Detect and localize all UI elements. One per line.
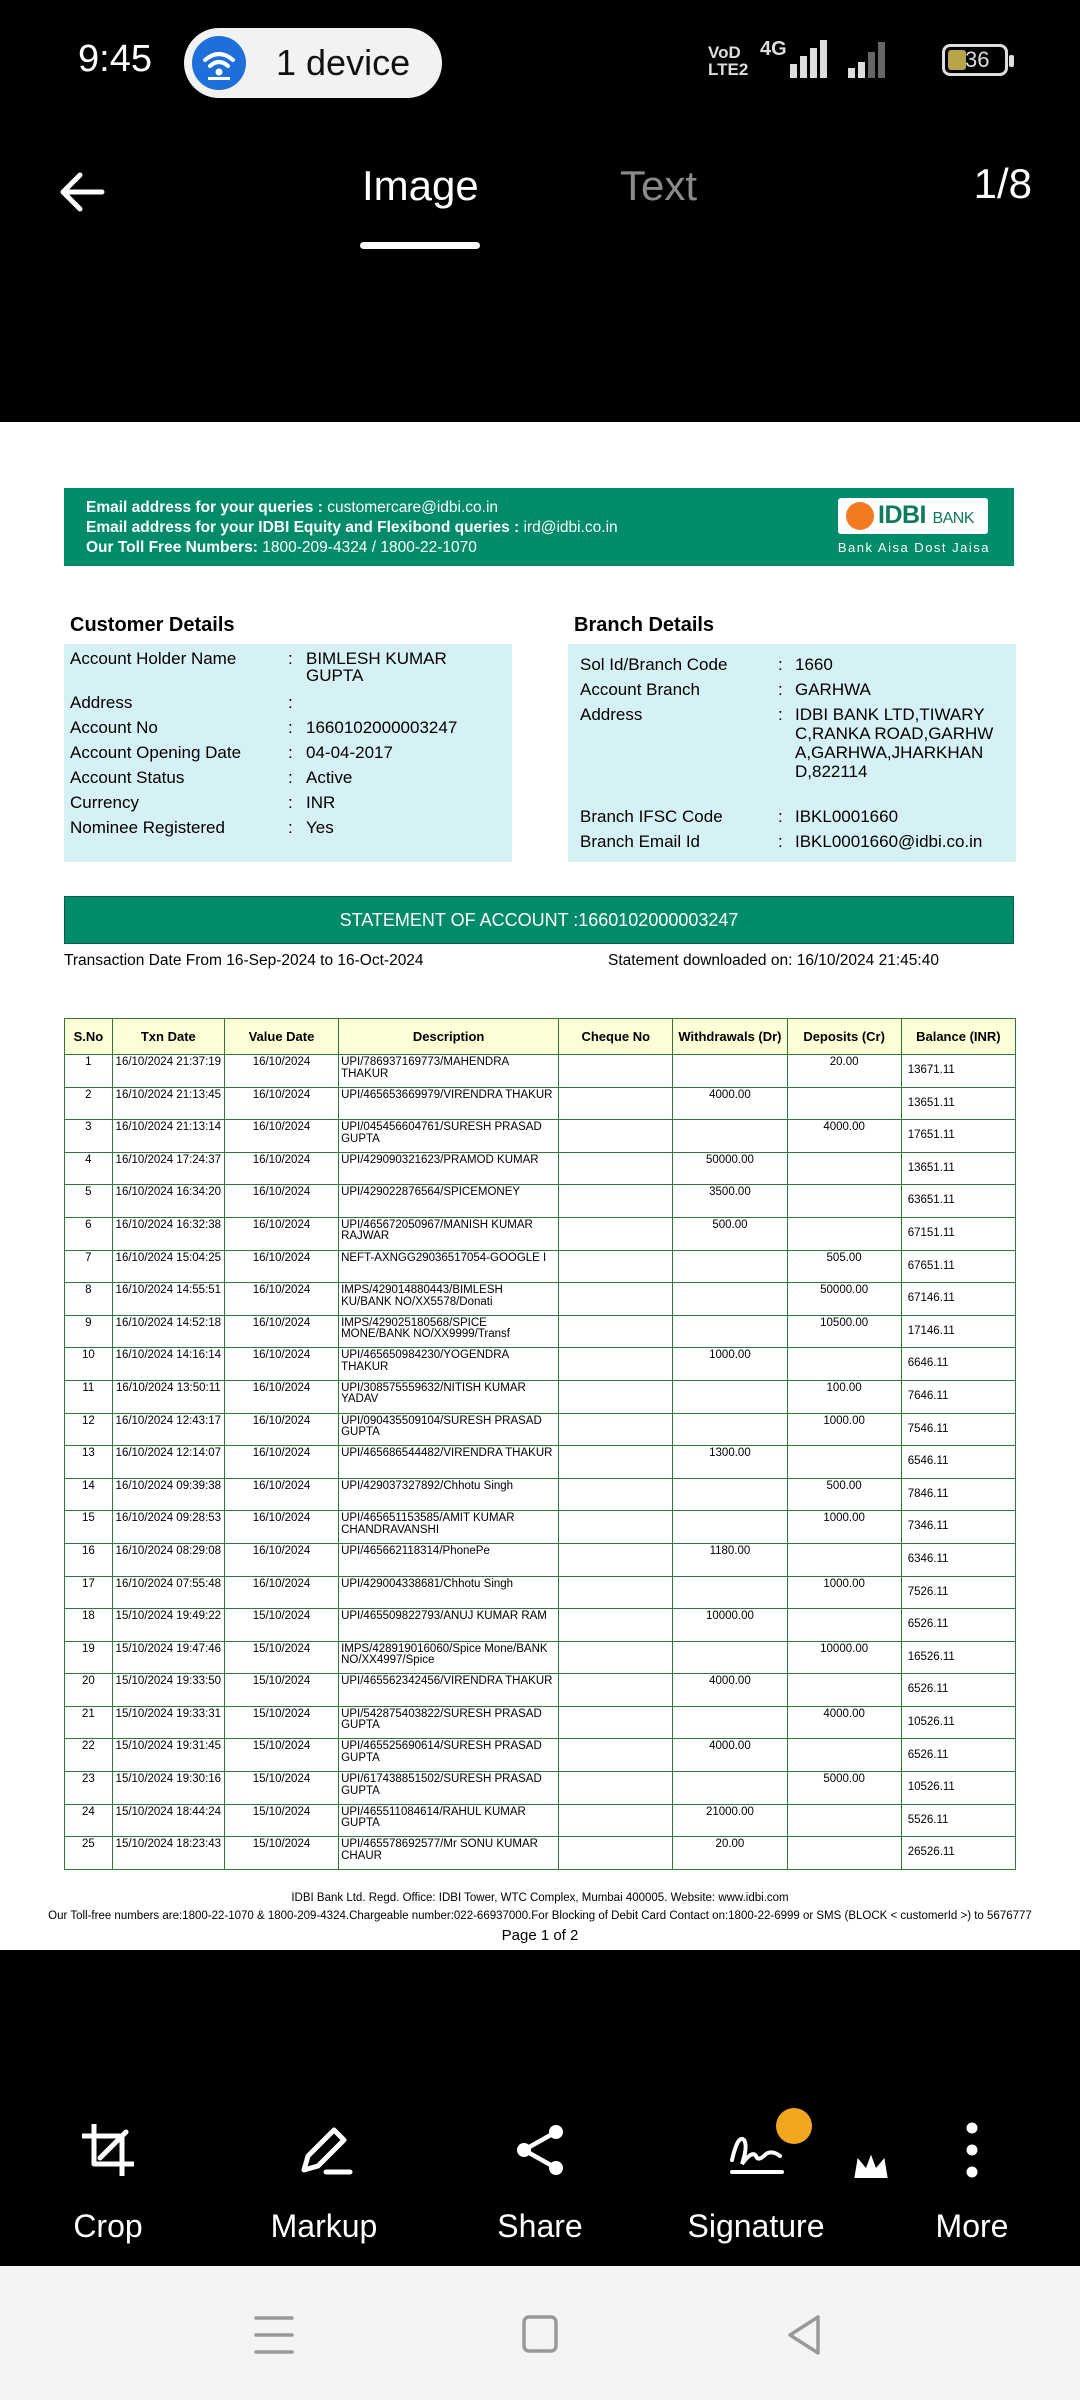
table-row — [65, 1674, 1016, 1707]
cell-cheque — [559, 1120, 673, 1153]
cell-withdrawal: 1000.00 — [673, 1348, 787, 1381]
cell-sno: 23 — [65, 1772, 113, 1805]
cell-description: UPI/542875403822/SURESH PRASAD GUPTA — [339, 1706, 559, 1739]
network-type-label: 4G — [760, 38, 787, 60]
cell-sno: 2 — [65, 1087, 113, 1120]
cell-cheque — [559, 1837, 673, 1870]
cell-withdrawal: 20.00 — [673, 1837, 787, 1870]
cell-description: UPI/465562342456/VIRENDRA THAKUR — [339, 1674, 559, 1707]
cell-sno: 1 — [65, 1055, 113, 1088]
transactions-table — [64, 1018, 1016, 1870]
cell-deposit — [787, 1804, 901, 1837]
signal-icon — [790, 40, 830, 78]
cell-description: UPI/465653669979/VIRENDRA THAKUR — [339, 1087, 559, 1120]
cell-txn-date: 16/10/2024 15:04:25 — [112, 1250, 224, 1283]
cell-sno: 7 — [65, 1250, 113, 1283]
header-toll-free: Our Toll Free Numbers: 1800-209-4324 / 1800-22-1070 — [86, 539, 477, 556]
cell-balance: 6546.11 — [901, 1446, 1015, 1479]
cell-value-date: 16/10/2024 — [224, 1446, 338, 1479]
bottom-toolbar — [0, 2090, 1080, 2280]
cell-sno: 20 — [65, 1674, 113, 1707]
cell-txn-date: 15/10/2024 19:31:45 — [112, 1739, 224, 1772]
more-label: More — [935, 2208, 1009, 2244]
crop-button[interactable] — [13, 2090, 203, 2280]
cell-value-date: 16/10/2024 — [224, 1185, 338, 1218]
table-row — [65, 1511, 1016, 1544]
cell-description: UPI/465511084614/RAHUL KUMAR GUPTA — [339, 1804, 559, 1837]
cell-withdrawal: 21000.00 — [673, 1804, 787, 1837]
cell-balance: 6526.11 — [901, 1609, 1015, 1642]
cell-value-date: 16/10/2024 — [224, 1576, 338, 1609]
cell-deposit: 100.00 — [787, 1380, 901, 1413]
cell-sno: 18 — [65, 1609, 113, 1642]
tab-image[interactable]: Image — [362, 162, 479, 209]
cell-value-date: 16/10/2024 — [224, 1511, 338, 1544]
cell-cheque — [559, 1804, 673, 1837]
branch-details-box: Sol Id/Branch Code : 1660 Account Branch : GARHWA Address : IDBI BANK LTD,TIWARY C,RANKA ROAD,GARHWA,GARHWA,JHARKHAND,822114 Branch IFSC Code : IBKL0001660 Branch Email Id : IBKL0001660@idbi.co.in — [568, 644, 1016, 862]
bank-tagline: Bank Aisa Dost Jaisa — [837, 540, 990, 555]
cell-cheque — [559, 1446, 673, 1479]
cell-balance: 6646.11 — [901, 1348, 1015, 1381]
cell-txn-date: 16/10/2024 17:24:37 — [112, 1152, 224, 1185]
cell-txn-date: 15/10/2024 18:23:43 — [112, 1837, 224, 1870]
crop-icon — [78, 2120, 138, 2180]
cell-description: UPI/429037327892/Chhotu Singh — [339, 1478, 559, 1511]
cell-txn-date: 15/10/2024 18:44:24 — [112, 1804, 224, 1837]
cell-deposit — [787, 1185, 901, 1218]
cell-txn-date: 15/10/2024 19:49:22 — [112, 1609, 224, 1642]
cell-sno: 21 — [65, 1706, 113, 1739]
cell-sno: 5 — [65, 1185, 113, 1218]
cell-description: UPI/465672050967/MANISH KUMAR RAJWAR — [339, 1217, 559, 1250]
cell-withdrawal: 10000.00 — [673, 1609, 787, 1642]
clock: 9:45 — [78, 38, 152, 80]
share-label: Share — [497, 2208, 583, 2244]
col-balance: Balance (INR) — [901, 1019, 1015, 1055]
cell-balance: 17146.11 — [901, 1315, 1015, 1348]
cell-deposit — [787, 1609, 901, 1642]
cell-txn-date: 16/10/2024 21:13:45 — [112, 1087, 224, 1120]
cell-description: UPI/617438851502/SURESH PRASAD GUPTA — [339, 1772, 559, 1805]
cell-sno: 6 — [65, 1217, 113, 1250]
cell-txn-date: 16/10/2024 14:55:51 — [112, 1283, 224, 1316]
cell-description: UPI/429090321623/PRAMOD KUMAR — [339, 1152, 559, 1185]
cell-deposit: 1000.00 — [787, 1413, 901, 1446]
cell-value-date: 15/10/2024 — [224, 1739, 338, 1772]
table-row — [65, 1283, 1016, 1316]
cell-value-date: 15/10/2024 — [224, 1609, 338, 1642]
cell-txn-date: 16/10/2024 08:29:08 — [112, 1543, 224, 1576]
cell-deposit — [787, 1152, 901, 1185]
cell-txn-date: 16/10/2024 14:16:14 — [112, 1348, 224, 1381]
cell-balance: 13671.11 — [901, 1055, 1015, 1088]
statement-title: STATEMENT OF ACCOUNT :1660102000003247 — [64, 896, 1014, 944]
table-row — [65, 1837, 1016, 1870]
header-email-equity: Email address for your IDBI Equity and Flexibond queries : ird@idbi.co.in — [86, 519, 618, 536]
cell-balance: 13651.11 — [901, 1087, 1015, 1120]
table-row — [65, 1250, 1016, 1283]
cell-deposit: 5000.00 — [787, 1772, 901, 1805]
back-nav-icon[interactable] — [776, 2310, 836, 2360]
col-cheque: Cheque No — [559, 1019, 673, 1055]
cell-value-date: 15/10/2024 — [224, 1837, 338, 1870]
cell-withdrawal — [673, 1250, 787, 1283]
cell-value-date: 16/10/2024 — [224, 1250, 338, 1283]
cell-deposit: 4000.00 — [787, 1706, 901, 1739]
cell-description: UPI/465651153585/AMIT KUMAR CHANDRAVANSHI — [339, 1511, 559, 1544]
col-deposits: Deposits (Cr) — [787, 1019, 901, 1055]
cell-description: UPI/465650984230/YOGENDRA THAKUR — [339, 1348, 559, 1381]
table-row — [65, 1152, 1016, 1185]
col-txn-date: Txn Date — [112, 1019, 224, 1055]
table-row — [65, 1478, 1016, 1511]
cell-cheque — [559, 1576, 673, 1609]
cell-withdrawal — [673, 1706, 787, 1739]
cell-cheque — [559, 1380, 673, 1413]
cell-description: UPI/308575559632/NITISH KUMAR YADAV — [339, 1380, 559, 1413]
table-row — [65, 1446, 1016, 1479]
cell-cheque — [559, 1087, 673, 1120]
statement-downloaded: Statement downloaded on: 16/10/2024 21:45:40 — [608, 952, 939, 969]
cell-txn-date: 16/10/2024 12:14:07 — [112, 1446, 224, 1479]
cell-value-date: 15/10/2024 — [224, 1772, 338, 1805]
cell-txn-date: 16/10/2024 07:55:48 — [112, 1576, 224, 1609]
cell-txn-date: 16/10/2024 12:43:17 — [112, 1413, 224, 1446]
cell-value-date: 16/10/2024 — [224, 1348, 338, 1381]
markup-button[interactable] — [229, 2090, 419, 2280]
cell-txn-date: 16/10/2024 09:39:38 — [112, 1478, 224, 1511]
cell-cheque — [559, 1152, 673, 1185]
cell-value-date: 15/10/2024 — [224, 1706, 338, 1739]
cell-sno: 22 — [65, 1739, 113, 1772]
cell-balance: 67146.11 — [901, 1283, 1015, 1316]
cell-txn-date: 16/10/2024 16:34:20 — [112, 1185, 224, 1218]
cell-value-date: 16/10/2024 — [224, 1087, 338, 1120]
cell-deposit — [787, 1446, 901, 1479]
cell-cheque — [559, 1055, 673, 1088]
cell-cheque — [559, 1674, 673, 1707]
cell-balance: 7526.11 — [901, 1576, 1015, 1609]
cell-deposit — [787, 1348, 901, 1381]
cell-sno: 19 — [65, 1641, 113, 1674]
tab-text[interactable]: Text — [620, 162, 698, 209]
cell-description: UPI/465525690614/SURESH PRASAD GUPTA — [339, 1739, 559, 1772]
back-arrow-icon[interactable] — [52, 162, 112, 222]
col-description: Description — [339, 1019, 559, 1055]
cell-description: UPI/045456604761/SURESH PRASAD GUPTA — [339, 1120, 559, 1153]
cell-sno: 17 — [65, 1576, 113, 1609]
cell-balance: 7846.11 — [901, 1478, 1015, 1511]
bank-header — [64, 488, 1014, 566]
cell-balance: 17651.11 — [901, 1120, 1015, 1153]
idbi-logo-icon — [846, 502, 874, 530]
cell-withdrawal: 3500.00 — [673, 1185, 787, 1218]
cell-description: UPI/465509822793/ANUJ KUMAR RAM — [339, 1609, 559, 1642]
footer-toll-free: Our Toll-free numbers are:1800-22-1070 & 1800-209-4324.Chargeable number:022-66937000.For Blocking of Debit Card Contact on:1800-22-6999 or SMS (BLOCK < customerId >) to 5676777 — [48, 1910, 1032, 1922]
cell-sno: 11 — [65, 1380, 113, 1413]
cell-sno: 16 — [65, 1543, 113, 1576]
cell-balance: 13651.11 — [901, 1152, 1015, 1185]
table-row — [65, 1706, 1016, 1739]
cell-cheque — [559, 1250, 673, 1283]
markup-pen-icon — [294, 2120, 354, 2180]
cell-cheque — [559, 1413, 673, 1446]
cell-description: UPI/465662118314/PhonePe — [339, 1543, 559, 1576]
customer-details-box: Account Holder Name : BIMLESH KUMAR GUPTA Address : Account No : 1660102000003247 Account Opening Date : 04-04-2017 Account Status : Active Currency : INR Nominee Registered : Yes — [64, 644, 512, 862]
cell-sno: 3 — [65, 1120, 113, 1153]
cell-balance: 6346.11 — [901, 1543, 1015, 1576]
cell-txn-date: 16/10/2024 16:32:38 — [112, 1217, 224, 1250]
cell-balance: 63651.11 — [901, 1185, 1015, 1218]
cell-sno: 25 — [65, 1837, 113, 1870]
cell-sno: 15 — [65, 1511, 113, 1544]
cell-sno: 14 — [65, 1478, 113, 1511]
cell-value-date: 16/10/2024 — [224, 1413, 338, 1446]
battery-icon: 36 — [942, 44, 1008, 76]
transaction-date-range: Transaction Date From 16-Sep-2024 to 16-Oct-2024 — [64, 952, 424, 969]
table-row — [65, 1380, 1016, 1413]
header-email-queries: Email address for your queries : customercare@idbi.co.in — [86, 499, 499, 516]
cell-deposit: 50000.00 — [787, 1283, 901, 1316]
cell-cheque — [559, 1641, 673, 1674]
cell-deposit — [787, 1739, 901, 1772]
hotspot-icon — [192, 36, 246, 90]
cell-cheque — [559, 1217, 673, 1250]
cell-sno: 9 — [65, 1315, 113, 1348]
cell-cheque — [559, 1283, 673, 1316]
cell-value-date: 15/10/2024 — [224, 1641, 338, 1674]
cell-withdrawal: 1300.00 — [673, 1446, 787, 1479]
cell-description: IMPS/429014880443/BIMLESH KU/BANK NO/XX5578/Donati — [339, 1283, 559, 1316]
cell-deposit: 1000.00 — [787, 1511, 901, 1544]
cell-deposit — [787, 1543, 901, 1576]
active-tab-indicator — [360, 242, 480, 249]
table-row — [65, 1185, 1016, 1218]
cell-balance: 6526.11 — [901, 1739, 1015, 1772]
cell-withdrawal: 1180.00 — [673, 1543, 787, 1576]
page-counter: 1/8 — [973, 160, 1032, 207]
col-withdrawals: Withdrawals (Dr) — [673, 1019, 787, 1055]
cell-value-date: 16/10/2024 — [224, 1055, 338, 1088]
cell-txn-date: 15/10/2024 19:33:50 — [112, 1674, 224, 1707]
cell-description: UPI/786937169773/MAHENDRA THAKUR — [339, 1055, 559, 1088]
cell-withdrawal: 500.00 — [673, 1217, 787, 1250]
cell-withdrawal — [673, 1120, 787, 1153]
cell-deposit: 4000.00 — [787, 1120, 901, 1153]
cell-balance: 6526.11 — [901, 1674, 1015, 1707]
cell-value-date: 16/10/2024 — [224, 1315, 338, 1348]
cell-withdrawal — [673, 1283, 787, 1316]
cell-cheque — [559, 1609, 673, 1642]
signal-2-icon — [848, 40, 888, 78]
cell-withdrawal — [673, 1576, 787, 1609]
cell-txn-date: 15/10/2024 19:30:16 — [112, 1772, 224, 1805]
col-value-date: Value Date — [224, 1019, 338, 1055]
table-row — [65, 1641, 1016, 1674]
cell-cheque — [559, 1772, 673, 1805]
cell-balance: 10526.11 — [901, 1772, 1015, 1805]
cell-sno: 10 — [65, 1348, 113, 1381]
customer-details-title: Customer Details — [70, 614, 235, 636]
more-vertical-icon — [942, 2120, 1002, 2180]
cell-withdrawal — [673, 1315, 787, 1348]
cell-cheque — [559, 1739, 673, 1772]
cell-cheque — [559, 1185, 673, 1218]
cell-cheque — [559, 1706, 673, 1739]
cell-cheque — [559, 1511, 673, 1544]
home-nav-icon[interactable] — [510, 2310, 570, 2360]
cell-txn-date: 16/10/2024 14:52:18 — [112, 1315, 224, 1348]
more-button[interactable] — [877, 2090, 1067, 2280]
cell-cheque — [559, 1315, 673, 1348]
table-row — [65, 1120, 1016, 1153]
app-bar — [0, 140, 1080, 260]
cell-cheque — [559, 1543, 673, 1576]
cell-description: UPI/090435509104/SURESH PRASAD GUPTA — [339, 1413, 559, 1446]
table-row — [65, 1087, 1016, 1120]
cell-balance: 7546.11 — [901, 1413, 1015, 1446]
idbi-logo: IDBI BANK — [838, 498, 988, 534]
cell-cheque — [559, 1478, 673, 1511]
detail-row: Account Holder Name : BIMLESH KUMAR GUPTA — [70, 649, 447, 685]
cell-sno: 24 — [65, 1804, 113, 1837]
table-row — [65, 1413, 1016, 1446]
cell-withdrawal — [673, 1380, 787, 1413]
markup-label: Markup — [270, 2208, 378, 2244]
table-row — [65, 1055, 1016, 1088]
hotspot-pill[interactable] — [184, 28, 442, 98]
cell-deposit: 505.00 — [787, 1250, 901, 1283]
system-navigation-bar — [0, 2266, 1080, 2400]
cell-withdrawal: 4000.00 — [673, 1739, 787, 1772]
premium-crown-icon — [776, 2108, 812, 2144]
table-row — [65, 1576, 1016, 1609]
cell-withdrawal: 4000.00 — [673, 1674, 787, 1707]
cell-deposit: 20.00 — [787, 1055, 901, 1088]
table-row — [65, 1772, 1016, 1805]
cell-withdrawal: 50000.00 — [673, 1152, 787, 1185]
cell-balance: 5526.11 — [901, 1804, 1015, 1837]
cell-txn-date: 16/10/2024 13:50:11 — [112, 1380, 224, 1413]
system-icons — [708, 36, 1008, 86]
cell-balance: 7646.11 — [901, 1380, 1015, 1413]
cell-deposit — [787, 1837, 901, 1870]
cell-cheque — [559, 1348, 673, 1381]
cell-deposit — [787, 1674, 901, 1707]
cell-deposit: 1000.00 — [787, 1576, 901, 1609]
device-count-label: 1 device — [276, 42, 411, 83]
cell-description: UPI/429022876564/SPICEMONEY — [339, 1185, 559, 1218]
cell-txn-date: 15/10/2024 19:33:31 — [112, 1706, 224, 1739]
menu-nav-icon[interactable] — [244, 2310, 304, 2360]
cell-withdrawal — [673, 1511, 787, 1544]
cell-balance: 10526.11 — [901, 1706, 1015, 1739]
cell-value-date: 16/10/2024 — [224, 1283, 338, 1316]
cell-withdrawal — [673, 1772, 787, 1805]
cell-deposit: 10000.00 — [787, 1641, 901, 1674]
cell-description: IMPS/429025180568/SPICE MONE/BANK NO/XX9999/Transf — [339, 1315, 559, 1348]
share-button[interactable] — [445, 2090, 635, 2280]
detail-row: Address : IDBI BANK LTD,TIWARY C,RANKA ROAD,GARHWA,GARHWA,JHARKHAND,822114 — [580, 705, 994, 781]
cell-description: UPI/429004338681/Chhotu Singh — [339, 1576, 559, 1609]
cell-withdrawal — [673, 1641, 787, 1674]
cell-value-date: 15/10/2024 — [224, 1674, 338, 1707]
cell-value-date: 16/10/2024 — [224, 1380, 338, 1413]
cell-value-date: 15/10/2024 — [224, 1804, 338, 1837]
cell-value-date: 16/10/2024 — [224, 1478, 338, 1511]
cell-balance: 67151.11 — [901, 1217, 1015, 1250]
cell-balance: 16526.11 — [901, 1641, 1015, 1674]
cell-balance: 67651.11 — [901, 1250, 1015, 1283]
table-row — [65, 1315, 1016, 1348]
cell-value-date: 16/10/2024 — [224, 1120, 338, 1153]
cell-deposit: 10500.00 — [787, 1315, 901, 1348]
cell-sno: 8 — [65, 1283, 113, 1316]
col-sno: S.No — [65, 1019, 113, 1055]
cell-description: UPI/465686544482/VIRENDRA THAKUR — [339, 1446, 559, 1479]
cell-deposit: 500.00 — [787, 1478, 901, 1511]
status-bar — [0, 0, 1080, 125]
cell-withdrawal — [673, 1413, 787, 1446]
cell-deposit — [787, 1087, 901, 1120]
table-row — [65, 1804, 1016, 1837]
cell-description: IMPS/428919016060/Spice Mone/BANK NO/XX4997/Spice — [339, 1641, 559, 1674]
crop-label: Crop — [73, 2208, 143, 2244]
table-row — [65, 1217, 1016, 1250]
signature-label: Signature — [687, 2208, 825, 2244]
cell-txn-date: 16/10/2024 09:28:53 — [112, 1511, 224, 1544]
cell-sno: 13 — [65, 1446, 113, 1479]
cell-sno: 12 — [65, 1413, 113, 1446]
footer-registered-office: IDBI Bank Ltd. Regd. Office: IDBI Tower, WTC Complex, Mumbai 400005. Website: www.idbi.com — [291, 1892, 789, 1904]
cell-description: UPI/465578692577/Mr SONU KUMAR CHAUR — [339, 1837, 559, 1870]
share-icon — [510, 2120, 570, 2180]
cell-value-date: 16/10/2024 — [224, 1543, 338, 1576]
cell-value-date: 16/10/2024 — [224, 1217, 338, 1250]
cell-balance: 7346.11 — [901, 1511, 1015, 1544]
document-image — [0, 422, 1080, 1950]
table-header-row — [65, 1019, 1016, 1055]
table-row — [65, 1609, 1016, 1642]
cell-txn-date: 16/10/2024 21:37:19 — [112, 1055, 224, 1088]
cell-withdrawal: 4000.00 — [673, 1087, 787, 1120]
cell-txn-date: 15/10/2024 19:47:46 — [112, 1641, 224, 1674]
table-row — [65, 1739, 1016, 1772]
cell-withdrawal — [673, 1055, 787, 1088]
cell-txn-date: 16/10/2024 21:13:14 — [112, 1120, 224, 1153]
cell-balance: 26526.11 — [901, 1837, 1015, 1870]
table-row — [65, 1348, 1016, 1381]
cell-value-date: 16/10/2024 — [224, 1152, 338, 1185]
cell-withdrawal — [673, 1478, 787, 1511]
signature-button[interactable] — [661, 2090, 851, 2280]
branch-details-title: Branch Details — [574, 614, 715, 636]
footer-page-number: Page 1 of 2 — [501, 1927, 579, 1944]
volte-icon: VoD LTE2 — [708, 43, 749, 79]
cell-description: NEFT-AXNGG29036517054-GOOGLE I — [339, 1250, 559, 1283]
cell-sno: 4 — [65, 1152, 113, 1185]
table-row — [65, 1543, 1016, 1576]
cell-deposit — [787, 1217, 901, 1250]
